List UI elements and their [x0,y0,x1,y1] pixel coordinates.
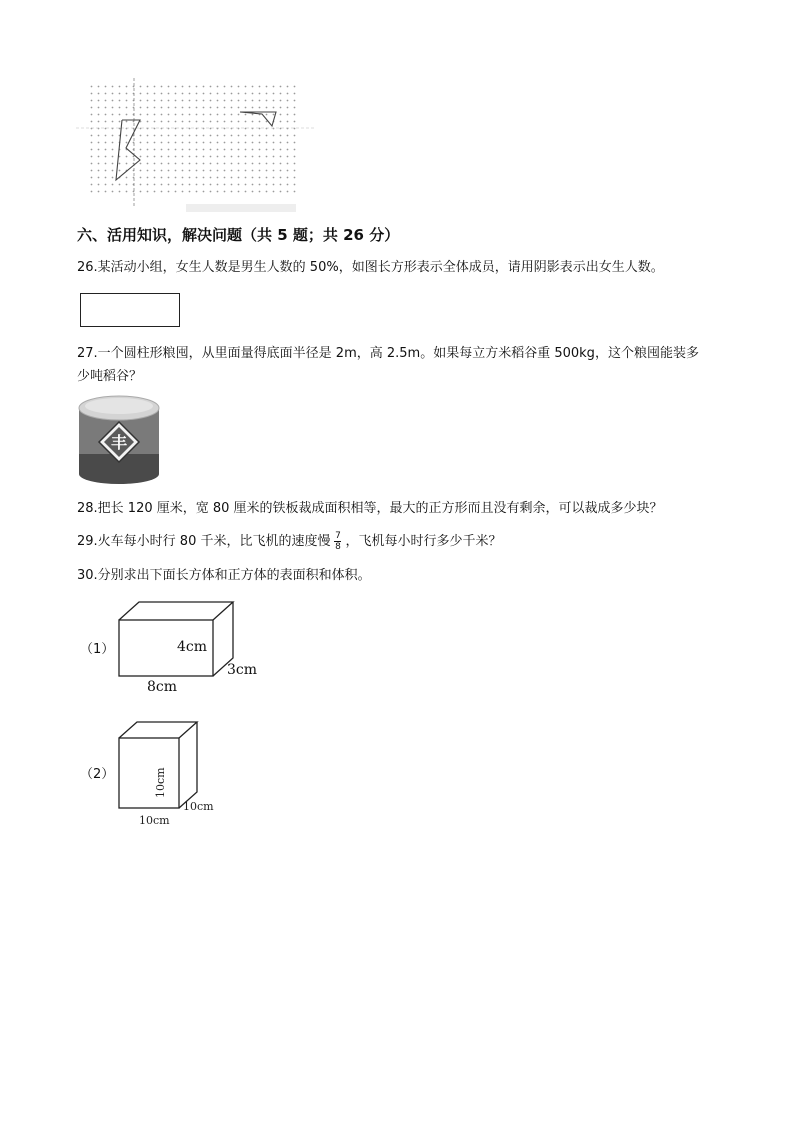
members-rectangle[interactable] [80,293,180,327]
cuboid-figure [115,598,265,696]
cuboid-length-label: 8cm [147,679,178,695]
fraction-numerator: 7 [335,531,341,541]
fraction [334,531,341,552]
granary-label: 丰 [110,433,128,452]
question-29-text-after: ，飞机每小时行多少千米？ [345,533,502,549]
question-27-line-1: 27.一个圆柱形粮囤，从里面量得底面半径是 2m，高 2.5m。如果每立方米稻谷重 500kg，这个粮囤能装多 [77,346,699,361]
cube-height-label: 10cm [154,767,167,798]
cuboid-depth-label: 3cm [227,662,258,678]
question-27-line-2: 少吨稻谷？ [77,369,143,384]
cube-figure [115,718,225,830]
dotted-grid-figure [76,78,328,218]
section-title: 六、活用知识，解决问题（共 5 题；共 26 分） [77,226,400,244]
question-28: 28.把长 120 厘米，宽 80 厘米的铁板裁成面积相等，最大的正方形而且没有剩余，可以裁成多少块？ [77,501,663,516]
cube-depth-label: 10cm [183,800,214,813]
cube-length-label: 10cm [139,814,170,827]
question-29-text-before: 29.火车每小时行 80 千米，比飞机的速度慢 [77,533,331,549]
question-30: 30.分别求出下面长方体和正方体的表面积和体积。 [77,568,371,583]
cuboid-height-label: 4cm [177,639,208,655]
question-26: 26.某活动小组，女生人数是男生人数的 50%，如图长方形表示全体成员，请用阴影表示出女生人数。 [77,260,664,275]
fraction-denominator: 8 [335,542,341,552]
granary-image [77,394,161,486]
figure-2-index: （2） [80,767,115,782]
question-29 [77,531,502,552]
figure-1-index: （1） [80,642,115,657]
